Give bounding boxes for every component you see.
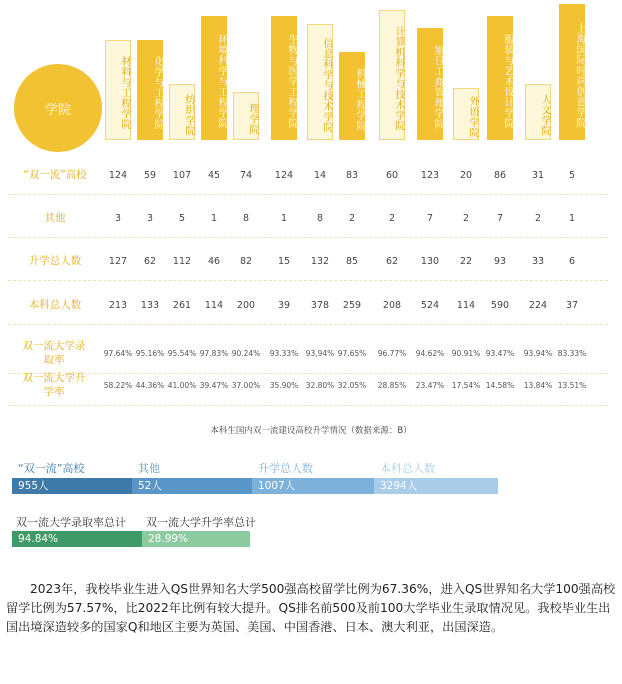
table-cell: 37 xyxy=(565,300,579,311)
table-cell: 127 xyxy=(108,256,128,267)
summary-bar: 28.99% xyxy=(142,531,250,547)
table-cell: 124 xyxy=(274,170,294,181)
college-header: 环境科学与工程学院 xyxy=(201,16,227,140)
college-header: 旭日工商管理学院 xyxy=(417,28,443,140)
table-cell: 7 xyxy=(496,213,504,224)
table-cell: 213 xyxy=(108,300,128,311)
table-cell: 60 xyxy=(385,170,399,181)
college-header: 纺织学院 xyxy=(169,84,195,140)
row-label: 本科总人数 xyxy=(28,299,82,311)
table-cell: 20 xyxy=(459,170,473,181)
college-header: 计算机科学与技术学院 xyxy=(379,10,405,140)
table-cell: 112 xyxy=(172,256,192,267)
table-cell: 97.83% xyxy=(199,349,229,358)
table-cell: 6 xyxy=(568,256,576,267)
table-cell: 524 xyxy=(420,300,440,311)
table-cell: 2 xyxy=(388,213,396,224)
table-cell: 93.94% xyxy=(523,349,553,358)
summary-legend-label: 双一流大学录取率总计 xyxy=(16,516,126,529)
table-cell: 261 xyxy=(172,300,192,311)
college-header: 人文学院 xyxy=(525,84,551,140)
table-cell: 74 xyxy=(239,170,253,181)
summary-legend-label: “双一流”高校 xyxy=(18,462,85,475)
table-cell: 259 xyxy=(342,300,362,311)
table-cell: 62 xyxy=(143,256,157,267)
table-cell: 32.05% xyxy=(337,381,367,390)
table-cell: 95.16% xyxy=(135,349,165,358)
summary-bar: 94.84% xyxy=(12,531,142,547)
table-cell: 3 xyxy=(146,213,154,224)
table-cell: 1 xyxy=(280,213,288,224)
table-cell: 8 xyxy=(316,213,324,224)
table-cell: 35.90% xyxy=(269,381,299,390)
table-cell: 133 xyxy=(140,300,160,311)
table-cell: 86 xyxy=(493,170,507,181)
table-caption: 本科生国内双一流建设高校升学情况（数据来源：B） xyxy=(210,426,412,436)
table-cell: 95.54% xyxy=(167,349,197,358)
table-cell: 23.47% xyxy=(415,381,445,390)
table-cell: 17.54% xyxy=(451,381,481,390)
table-cell: 90.91% xyxy=(451,349,481,358)
table-cell: 3 xyxy=(114,213,122,224)
table-cell: 41.00% xyxy=(167,381,197,390)
table-cell: 224 xyxy=(528,300,548,311)
college-header-label: 学院 xyxy=(44,102,71,118)
summary-paragraph: 2023年，我校毕业生进入QS世界知名大学500强高校留学比例为67.36%，进入QS世界知名大学100强高校留学比例为57.57%，比2022年比例有较大提升。QS排名前500及前100大学毕业生录取情况见。我校毕业生出国出境深造较多的国家Q和地区主要为英国、美国、中国香港、日本、澳大利亚，出国深造。 xyxy=(6,582,616,634)
table-cell: 2 xyxy=(462,213,470,224)
table-cell: 200 xyxy=(236,300,256,311)
table-cell: 93.47% xyxy=(485,349,515,358)
table-cell: 83 xyxy=(345,170,359,181)
table-cell: 62 xyxy=(385,256,399,267)
table-cell: 13.84% xyxy=(523,381,553,390)
row-label: 其他 xyxy=(44,212,66,224)
table-cell: 2 xyxy=(348,213,356,224)
table-cell: 37.00% xyxy=(231,381,261,390)
table-cell: 39.47% xyxy=(199,381,229,390)
table-cell: 94.62% xyxy=(415,349,445,358)
college-header: 材料与工程学院 xyxy=(105,40,131,140)
college-header: 生物与医学工程学院 xyxy=(271,16,297,140)
summary-legend-label: 本科总人数 xyxy=(380,462,435,475)
table-cell: 83.33% xyxy=(557,349,587,358)
row-label: 升学总人数 xyxy=(28,255,82,267)
college-header: 上海国际时尚创意学院 xyxy=(559,4,585,140)
college-header: 机械工程学院 xyxy=(339,52,365,140)
table-cell: 378 xyxy=(310,300,330,311)
table-cell: 114 xyxy=(204,300,224,311)
college-header: 服装与艺术设计学院 xyxy=(487,16,513,140)
summary-legend-label: 升学总人数 xyxy=(258,462,313,475)
table-cell: 96.77% xyxy=(377,349,407,358)
summary-bar: 52人 xyxy=(132,478,252,494)
table-cell: 107 xyxy=(172,170,192,181)
table-cell: 28.85% xyxy=(377,381,407,390)
row-label: “双一流”高校 xyxy=(23,169,87,181)
table-cell: 32.80% xyxy=(305,381,335,390)
row-divider xyxy=(8,194,608,195)
table-cell: 590 xyxy=(490,300,510,311)
table-cell: 31 xyxy=(531,170,545,181)
table-cell: 5 xyxy=(568,170,576,181)
table-cell: 85 xyxy=(345,256,359,267)
table-cell: 13.51% xyxy=(557,381,587,390)
table-cell: 15 xyxy=(277,256,291,267)
table-cell: 33 xyxy=(531,256,545,267)
table-cell: 123 xyxy=(420,170,440,181)
college-header: 外语学院 xyxy=(453,88,479,140)
table-cell: 82 xyxy=(239,256,253,267)
row-divider xyxy=(8,237,608,238)
row-divider xyxy=(8,324,608,325)
table-cell: 45 xyxy=(207,170,221,181)
table-cell: 39 xyxy=(277,300,291,311)
summary-bar: 955人 xyxy=(12,478,132,494)
table-cell: 93 xyxy=(493,256,507,267)
table-cell: 8 xyxy=(242,213,250,224)
summary-legend-label: 其他 xyxy=(138,462,160,475)
summary-legend-label: 双一流大学升学率总计 xyxy=(146,516,256,529)
table-cell: 2 xyxy=(534,213,542,224)
college-header-circle xyxy=(14,64,102,152)
table-cell: 93.33% xyxy=(269,349,299,358)
table-cell: 130 xyxy=(420,256,440,267)
row-divider xyxy=(8,280,608,281)
table-cell: 97.65% xyxy=(337,349,367,358)
row-label: 双一流大学升学率 xyxy=(22,372,86,398)
table-cell: 22 xyxy=(459,256,473,267)
college-header: 理学院 xyxy=(233,92,259,140)
table-cell: 93,94% xyxy=(305,349,335,358)
table-cell: 124 xyxy=(108,170,128,181)
table-cell: 114 xyxy=(456,300,476,311)
table-cell: 90.24% xyxy=(231,349,261,358)
table-cell: 1 xyxy=(568,213,576,224)
college-header: 信息科学与技术学院 xyxy=(307,24,333,140)
table-cell: 132 xyxy=(310,256,330,267)
row-label: 双一流大学录取率 xyxy=(22,340,86,366)
table-cell: 5 xyxy=(178,213,186,224)
table-cell: 44.36% xyxy=(135,381,165,390)
row-divider xyxy=(8,373,608,374)
summary-bar: 1007人 xyxy=(252,478,374,494)
table-cell: 59 xyxy=(143,170,157,181)
row-divider xyxy=(8,405,608,406)
table-cell: 14.58% xyxy=(485,381,515,390)
table-cell: 46 xyxy=(207,256,221,267)
table-cell: 208 xyxy=(382,300,402,311)
table-cell: 58.22% xyxy=(103,381,133,390)
table-cell: 1 xyxy=(210,213,218,224)
college-header: 化学与工程学院 xyxy=(137,40,163,140)
table-cell: 7 xyxy=(426,213,434,224)
table-cell: 14 xyxy=(313,170,327,181)
summary-bar: 3294人 xyxy=(374,478,498,494)
table-cell: 97.64% xyxy=(103,349,133,358)
